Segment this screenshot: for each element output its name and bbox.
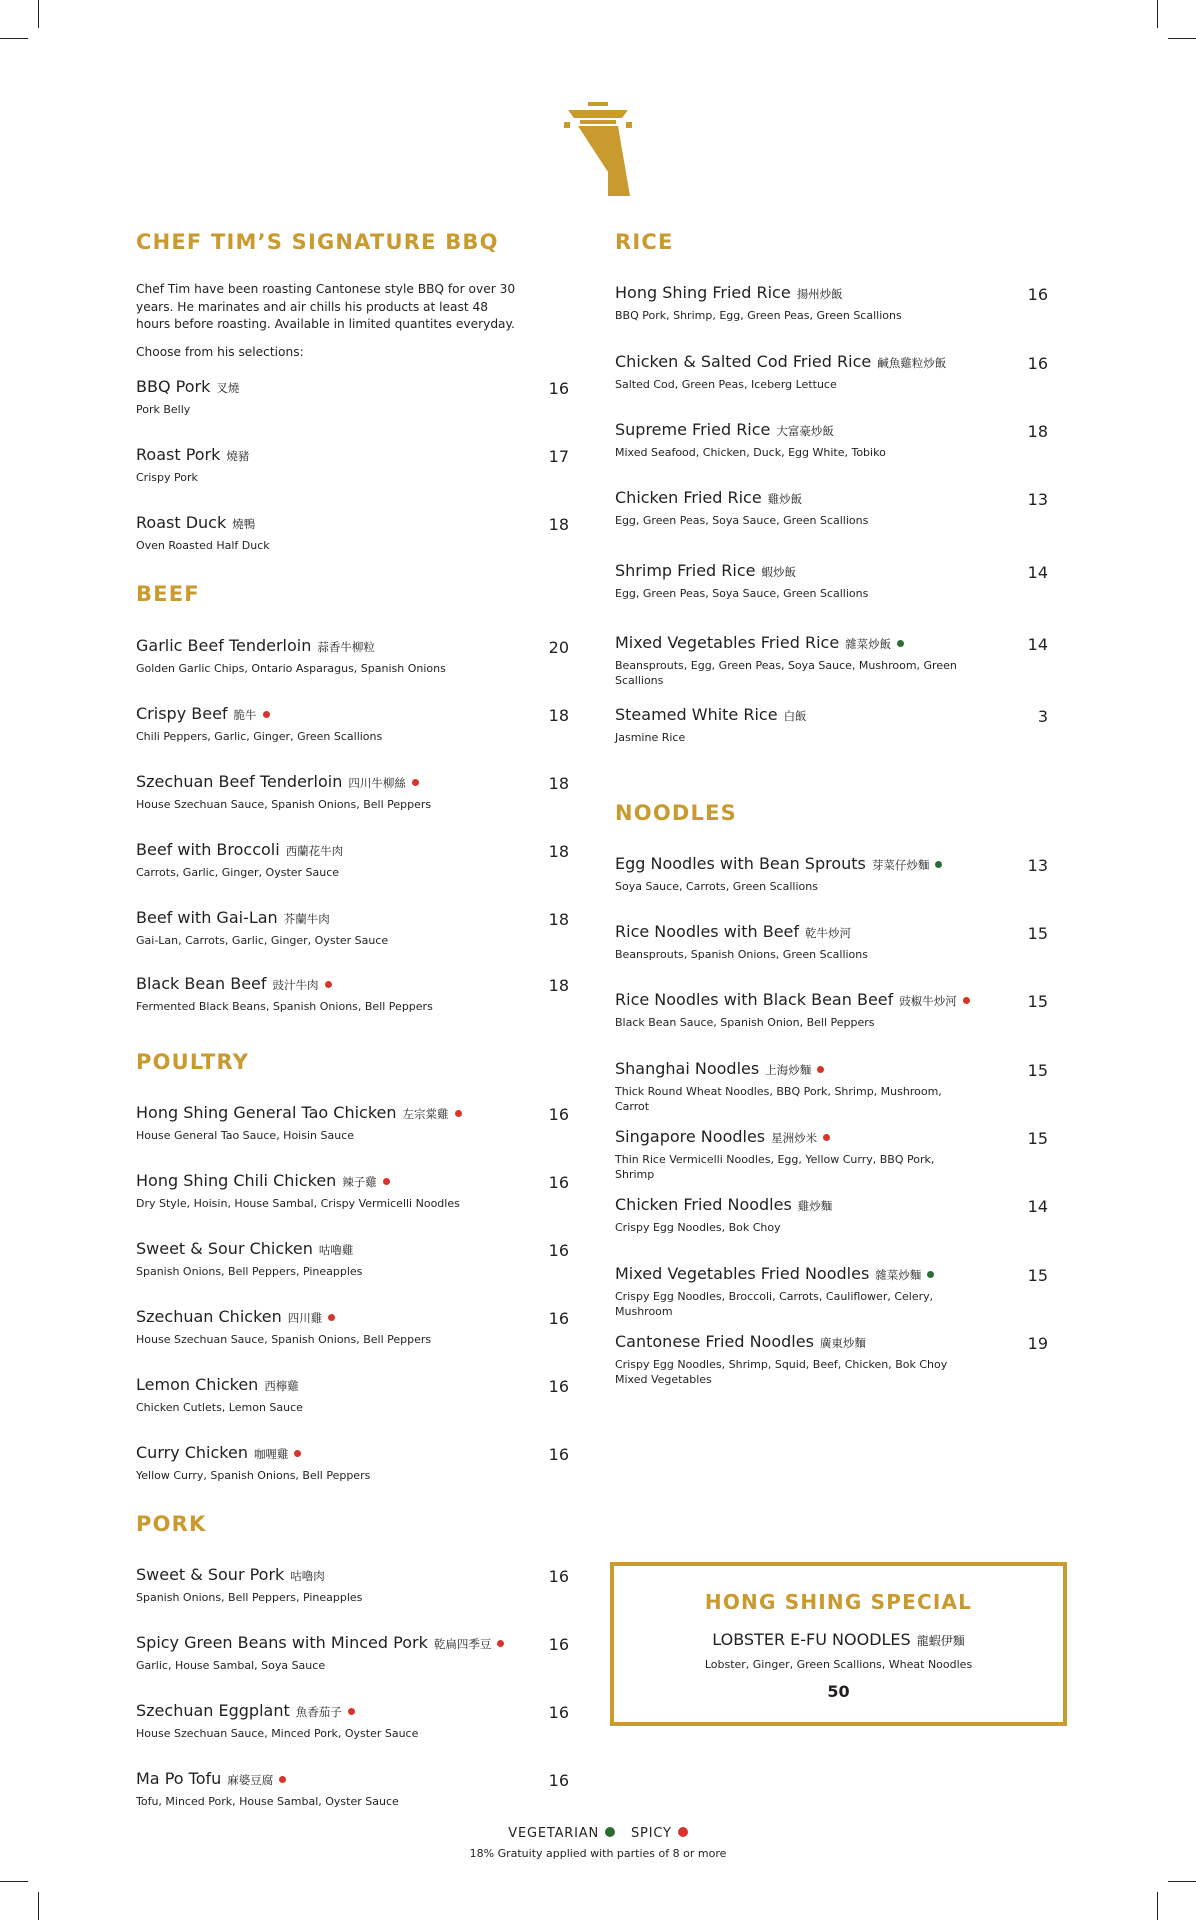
menu-item-title-line [136,1769,569,1788]
spicy-dot-icon [963,997,970,1004]
menu-item-description: Golden Garlic Chips, Ontario Asparagus, Spanish Onions [136,662,446,675]
menu-item-title-line [615,633,1048,652]
crop-mark [1157,0,1158,28]
menu-item-title-line [136,908,569,927]
menu-item-price: 20 [548,638,569,657]
noodles-section-title: NOODLES [615,801,737,825]
menu-item-price: 15 [1027,924,1048,943]
menu-item-price: 18 [1027,422,1048,441]
menu-item-name: Egg Noodles with Bean Sprouts [615,854,866,873]
menu-item-name: Shanghai Noodles [615,1059,760,1078]
menu-item-price: 18 [548,976,569,995]
spicy-dot-icon [294,1450,301,1457]
vegetarian-dot-icon [935,861,942,868]
menu-item-name: Szechuan Beef Tenderloin [136,772,343,791]
menu-item-description: Dry Style, Hoisin, House Sambal, Crispy Vermicelli Noodles [136,1197,460,1210]
menu-item-chinese-name: 麻婆豆腐 [227,1773,274,1787]
menu-item-description: Crispy Egg Noodles, Bok Choy [615,1221,781,1234]
menu-item-chinese-name: 蝦炒飯 [761,565,796,579]
menu-item [615,1127,1048,1182]
spicy-dot-icon [279,1776,286,1783]
menu-item-chinese-name: 四川牛柳絲 [348,776,406,790]
menu-item-description: Chili Peppers, Garlic, Ginger, Green Scallions [136,730,383,743]
menu-item-title-line [136,1239,569,1258]
menu-item [615,420,1048,460]
menu-item-name: Chicken Fried Rice [615,488,762,507]
menu-item-chinese-name: 豉汁牛肉 [272,978,319,992]
menu-item [136,513,569,553]
pork-section-title: PORK [136,1512,207,1536]
menu-item [615,488,1048,528]
menu-item-description: Pork Belly [136,403,191,416]
menu-item [136,445,569,485]
menu-item-chinese-name: 乾牛炒河 [805,926,852,940]
menu-item-title-line [615,561,1048,580]
menu-item-title-line [136,1443,569,1462]
spicy-dot-icon [263,711,270,718]
menu-item [136,1565,569,1605]
menu-item-description: Carrots, Garlic, Ginger, Oyster Sauce [136,866,340,879]
menu-item-chinese-name: 辣子雞 [342,1175,377,1189]
menu-item-title-line [615,922,1048,941]
menu-item-chinese-name: 雜菜炒飯 [845,637,892,651]
menu-item-description: Crispy Pork [136,471,198,484]
menu-item-price: 13 [1027,490,1048,509]
menu-item-price: 18 [548,774,569,793]
menu-item-title-line [136,772,569,791]
crop-mark [38,0,39,28]
spicy-dot-icon [823,1134,830,1141]
menu-item-description: Yellow Curry, Spanish Onions, Bell Peppers [136,1469,371,1482]
menu-item-price: 16 [1027,285,1048,304]
menu-item-description: House Szechuan Sauce, Minced Pork, Oyster Sauce [136,1727,419,1740]
menu-item [136,908,569,948]
beef-section-title: BEEF [136,582,200,606]
menu-item-description: House General Tao Sauce, Hoisin Sauce [136,1129,355,1142]
menu-item-title-line [615,1264,1048,1283]
crop-mark [1168,1881,1196,1882]
menu-item [136,1443,569,1483]
menu-item-name: Cantonese Fried Noodles [615,1332,814,1351]
menu-item-title-line [136,1375,569,1394]
menu-item-name: Rice Noodles with Black Bean Beef [615,990,894,1009]
menu-item-chinese-name: 揚州炒飯 [796,287,843,301]
menu-item-title-line [136,704,569,723]
crop-mark [0,38,28,39]
menu-item-chinese-name: 西蘭花牛肉 [285,844,344,858]
menu-item-title-line [615,488,1048,507]
vegetarian-dot-icon [897,640,904,647]
menu-item-name: Chicken & Salted Cod Fried Rice [615,352,872,371]
menu-item-price: 18 [548,910,569,929]
gate-tower-icon [564,102,632,196]
menu-item-name: Roast Pork [136,445,221,464]
menu-item-name: Beef with Broccoli [136,840,280,859]
menu-item-name: Black Bean Beef [136,974,267,993]
menu-item-price: 14 [1027,1197,1048,1216]
bbq-section-title: CHEF TIM’S SIGNATURE BBQ [136,230,499,254]
menu-item-description: BBQ Pork, Shrimp, Egg, Green Peas, Green Scallions [615,309,902,322]
menu-item-chinese-name: 白飯 [783,709,807,723]
menu-item-chinese-name: 魚香茄子 [295,1705,342,1719]
menu-item-price: 14 [1027,635,1048,654]
menu-item-price: 16 [548,1241,569,1260]
menu-item-name: Roast Duck [136,513,227,532]
menu-item-name: Supreme Fried Rice [615,420,771,439]
menu-item [136,1239,569,1279]
menu-item-name: Mixed Vegetables Fried Noodles [615,1264,870,1283]
menu-item-description: Chicken Cutlets, Lemon Sauce [136,1401,303,1414]
menu-item-description: House Szechuan Sauce, Spanish Onions, Bell Peppers [136,798,432,811]
menu-item-chinese-name: 四川雞 [287,1311,323,1325]
special-item-description: Lobster, Ginger, Green Scallions, Wheat Noodles [704,1658,973,1671]
menu-item-chinese-name: 蒜香牛柳粒 [317,640,375,654]
menu-item [136,974,569,1014]
menu-item-price: 16 [548,1105,569,1124]
menu-item-description: Crispy Egg Noodles, Shrimp, Squid, Beef, Chicken, Bok Choy Mixed Vegetables [615,1358,948,1386]
menu-item-title-line [136,1307,569,1326]
rice-section-title: RICE [615,230,674,254]
crop-mark [38,1892,39,1920]
legend [0,1826,1196,1841]
menu-item-description: Crispy Egg Noodles, Broccoli, Carrots, Cauliflower, Celery, Mushroom [615,1290,934,1318]
spicy-dot-icon [497,1640,504,1647]
menu-item-price: 18 [548,842,569,861]
menu-item-name: Shrimp Fried Rice [615,561,756,580]
menu-item-name: Curry Chicken [136,1443,248,1462]
menu-item-price: 16 [548,1173,569,1192]
menu-item-description: Tofu, Minced Pork, House Sambal, Oyster Sauce [136,1795,399,1808]
menu-item [615,352,1048,392]
menu-item-price: 14 [1027,563,1048,582]
menu-item [136,1171,569,1211]
menu-item-description: Beansprouts, Egg, Green Peas, Soya Sauce, Mushroom, Green Scallions [615,659,957,687]
menu-item-description: Thin Rice Vermicelli Noodles, Egg, Yellow Curry, BBQ Pork, Shrimp [615,1153,935,1181]
bbq-intro-text: Chef Tim have been roasting Cantonese style BBQ for over 30 years. He marinates and air chills his products at least 48 hours before roasting. Available in limited quantites everyday. [136,282,516,331]
menu-item [136,772,569,812]
menu-item-name: Spicy Green Beans with Minced Pork [136,1633,428,1652]
menu-item-description: Spanish Onions, Bell Peppers, Pineapples [136,1591,363,1604]
special-item [614,1630,1063,1649]
menu-item-price: 19 [1027,1334,1048,1353]
menu-item-title-line [615,1332,1048,1351]
menu-item-price: 16 [548,1377,569,1396]
menu-item-description: Mixed Seafood, Chicken, Duck, Egg White, Tobiko [615,446,886,459]
menu-item-name: Ma Po Tofu [136,1769,222,1788]
menu-item-price: 15 [1027,992,1048,1011]
menu-item-title-line [615,705,1048,724]
menu-item-name: Crispy Beef [136,704,228,723]
menu-item-title-line [136,974,569,993]
menu-item-price: 16 [548,1703,569,1722]
menu-item-name: Hong Shing General Tao Chicken [136,1103,397,1122]
vegetarian-dot-icon [605,1827,615,1837]
menu-item-title-line [136,1103,569,1122]
menu-item [615,1059,1048,1114]
menu-item [615,990,1048,1030]
menu-item [615,283,1048,323]
menu-item-chinese-name: 咕嚕雞 [318,1243,354,1257]
menu-item-description: Beansprouts, Spanish Onions, Green Scallions [615,948,868,961]
menu-item-name: Beef with Gai-Lan [136,908,278,927]
menu-item [136,636,569,676]
menu-item [136,704,569,744]
menu-item-price: 16 [548,1771,569,1790]
poultry-section-title: POULTRY [136,1050,250,1074]
menu-item [615,1195,1048,1235]
menu-item [615,1332,1048,1387]
menu-item-chinese-name: 西檸雞 [264,1379,299,1393]
menu-item-price: 16 [1027,354,1048,373]
menu-item-price: 13 [1027,856,1048,875]
menu-item-description: Black Bean Sauce, Spanish Onion, Bell Peppers [615,1016,875,1029]
menu-item [136,840,569,880]
menu-item-price: 15 [1027,1061,1048,1080]
menu-item-price: 3 [1037,707,1048,726]
menu-item-price: 18 [548,515,569,534]
menu-item-description: Thick Round Wheat Noodles, BBQ Pork, Shrimp, Mushroom, Carrot [615,1085,942,1113]
menu-item-title-line [615,1127,1048,1146]
menu-item-price: 16 [548,379,569,398]
menu-item [136,1307,569,1347]
menu-item-price: 15 [1027,1266,1048,1285]
menu-item-price: 16 [548,1635,569,1654]
special-title: HONG SHING SPECIAL [704,1590,973,1614]
menu-item-price: 16 [548,1309,569,1328]
spicy-dot-icon [328,1314,335,1321]
menu-item-name: Lemon Chicken [136,1375,259,1394]
spicy-dot-icon [412,779,419,786]
spicy-dot-icon [678,1827,688,1837]
menu-item-description: Fermented Black Beans, Spanish Onions, Bell Peppers [136,1000,433,1013]
menu-item-title-line [136,636,569,655]
menu-item-name: Garlic Beef Tenderloin [136,636,312,655]
menu-item-description: Soya Sauce, Carrots, Green Scallions [615,880,818,893]
crop-mark [1157,1892,1158,1920]
menu-item-name: Hong Shing Fried Rice [615,283,791,302]
menu-item-description: Oven Roasted Half Duck [136,539,270,552]
menu-item [615,633,1048,688]
menu-item-description: Egg, Green Peas, Soya Sauce, Green Scallions [615,514,869,527]
menu-item-chinese-name: 咖喱雞 [253,1447,289,1461]
special-item-name: LOBSTER E-FU NOODLES [712,1630,911,1649]
spicy-dot-icon [348,1708,355,1715]
menu-item [136,1769,569,1809]
menu-item-description: Egg, Green Peas, Soya Sauce, Green Scallions [615,587,869,600]
menu-item-name: Mixed Vegetables Fried Rice [615,633,840,652]
menu-item-name: Chicken Fried Noodles [615,1195,792,1214]
menu-item-chinese-name: 大富豪炒飯 [776,424,834,438]
menu-item-name: Steamed White Rice [615,705,778,724]
menu-item-name: Hong Shing Chili Chicken [136,1171,337,1190]
menu-item-chinese-name: 叉燒 [216,381,240,395]
menu-item-price: 18 [548,706,569,725]
menu-item-title-line [136,1633,569,1652]
special-box [610,1562,1067,1726]
menu-item-title-line [615,1059,1048,1078]
menu-item-chinese-name: 上海炒麵 [765,1063,812,1077]
menu-item-title-line [615,283,1048,302]
menu-item-chinese-name: 芽菜仔炒麵 [871,858,930,872]
menu-item-name: Singapore Noodles [615,1127,766,1146]
menu-item-title-line [136,1565,569,1584]
menu-item [615,561,1048,601]
menu-item-description: House Szechuan Sauce, Spanish Onions, Bell Peppers [136,1333,432,1346]
legend-vegetarian-label: VEGETARIAN [508,1826,599,1841]
menu-item-title-line [615,990,1048,1009]
menu-item-chinese-name: 雜菜炒麵 [875,1268,922,1282]
menu-item-chinese-name: 雞炒麵 [797,1199,833,1213]
menu-item-chinese-name: 燒豬 [226,449,250,463]
menu-item-chinese-name: 豉椒牛炒河 [899,994,957,1008]
menu-item [615,1264,1048,1319]
menu-item-price: 15 [1027,1129,1048,1148]
bbq-choose-text: Choose from his selections: [136,345,304,359]
menu-item-chinese-name: 廣東炒麵 [819,1336,866,1350]
menu-item [136,1633,569,1673]
menu-item-title-line [615,1195,1048,1214]
menu-item-chinese-name: 咕嚕肉 [290,1569,325,1583]
menu-item-description: Gai-Lan, Carrots, Garlic, Ginger, Oyster Sauce [136,934,389,947]
menu-item [615,854,1048,894]
menu-item-chinese-name: 左宗棠雞 [402,1107,449,1121]
special-item-price: 50 [827,1682,850,1701]
menu-item [615,705,1048,745]
menu-item-chinese-name: 鹹魚雞粒炒飯 [877,356,947,370]
menu-item [136,1103,569,1143]
menu-item-title-line [136,513,569,532]
legend-spicy-label: SPICY [631,1826,672,1841]
menu-item-chinese-name: 乾扁四季豆 [433,1637,492,1651]
menu-item-chinese-name: 星洲炒米 [771,1131,818,1145]
menu-item-chinese-name: 燒鴨 [232,517,256,531]
spicy-dot-icon [383,1178,390,1185]
menu-item [136,1375,569,1415]
special-item-chinese-name: 龍蝦伊麵 [916,1634,965,1648]
menu-item [615,922,1048,962]
menu-item-description: Salted Cod, Green Peas, Iceberg Lettuce [615,378,837,391]
menu-item-description: Jasmine Rice [615,731,686,744]
menu-item-name: Sweet & Sour Pork [136,1565,285,1584]
vegetarian-dot-icon [927,1271,934,1278]
spicy-dot-icon [455,1110,462,1117]
menu-item-name: BBQ Pork [136,377,211,396]
crop-mark [1168,38,1196,39]
menu-item-name: Szechuan Eggplant [136,1701,290,1720]
spicy-dot-icon [817,1066,824,1073]
menu-item-price: 16 [548,1567,569,1586]
menu-item-title-line [615,420,1048,439]
menu-item-description: Garlic, House Sambal, Soya Sauce [136,1659,326,1672]
menu-item-chinese-name: 芥蘭牛肉 [283,912,330,926]
menu-item-title-line [136,377,569,396]
menu-item-title-line [136,1171,569,1190]
menu-item-price: 16 [548,1445,569,1464]
menu-item-name: Sweet & Sour Chicken [136,1239,313,1258]
menu-item-title-line [136,840,569,859]
gratuity-note: 18% Gratuity applied with parties of 8 or more [469,1847,727,1860]
menu-item-description: Spanish Onions, Bell Peppers, Pineapples [136,1265,363,1278]
menu-item-chinese-name: 脆牛 [233,708,257,722]
menu-item-title-line [136,1701,569,1720]
menu-item-name: Szechuan Chicken [136,1307,282,1326]
menu-item-chinese-name: 雞炒飯 [767,492,803,506]
crop-mark [0,1881,28,1882]
menu-item [136,377,569,417]
menu-item-title-line [615,854,1048,873]
menu-item-title-line [615,352,1048,371]
menu-item-title-line [136,445,569,464]
menu-item-price: 17 [548,447,569,466]
menu-item-name: Rice Noodles with Beef [615,922,800,941]
menu-item [136,1701,569,1741]
spicy-dot-icon [325,981,332,988]
